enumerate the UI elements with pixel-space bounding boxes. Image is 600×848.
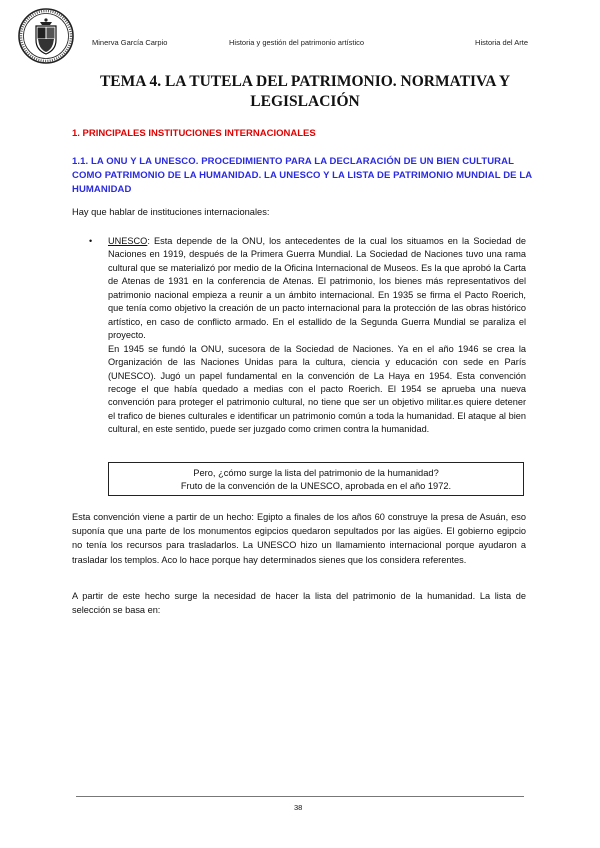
header-author: Minerva García Carpio [92,38,168,47]
bullet-para1-text: : Esta depende de la ONU, los antecedentes de la cual los situamos en la Sociedad de Naciones en 1919, después de la Primera Guerra Mundial. La Sociedad de Naciones tuvo una rama cultural que se materializó por medio de la Oficina Internacional de Museos. Es la que aprobó la Carta de Atenas de 1931 en la conferencia de Atenas. El patrimonio, los bienes más representativos del patrimonio nacional empieza a reunir a un ámbito internacional. En 1935 se firma el Pacto Roerich, que tenía como objetivo la creación de un pacto internacional para la protección de las obras histórico artístico, en caso de conflicto armado. En el estallido de la Segunda Guerra Mundial se paraliza el proyecto. [108,236,526,341]
callout-line-1: Pero, ¿cómo surge la lista del patrimonio de la humanidad? [193,468,439,478]
bullet-item-unesco [108,235,526,437]
page-number: 38 [294,803,303,812]
footer-divider [76,796,524,797]
section-heading: 1. PRINCIPALES INSTITUCIONES INTERNACIONALES [72,128,316,139]
bullet-keyword: UNESCO [108,236,148,246]
title-prefix: TEMA 4. [99,73,165,90]
callout-box [108,462,524,496]
bullet-marker: • [89,236,93,246]
page-title [60,72,550,112]
body-paragraph-1: Esta convención viene a partir de un hecho: Egipto a finales de los años 60 construye la presa de Asuán, eso suponía que una parte de los monumentos egipcios quedaron sepultados por las aigües. El gobierno egipcio no tenía los recursos para trasladarlos. La UNESCO hizo un llamamiento internacional porque ayudaron a trasladar los templos. Aco lo hace porque hay determinados sienes que los considera referentes. [72,512,526,565]
body-paragraph-2: A partir de este hecho surge la necesidad de hacer la lista del patrimonio de la humanidad. La lista de selección se basa en: [72,591,526,616]
bullet-paragraph-2: En 1945 se fundó la ONU, sucesora de la Sociedad de Naciones. Ya en el año 1946 se crea la Organización de las Naciones Unidas para la cultura, ciencia y educación con sede en París (UNESCO). Jugó un papel fundamental en la convención de La Haya en 1954. Esta convención recoge el que había quedado a medias con el pacto Roerich. El 1954 se aprueba una nueva convención para proteger el patrimonio cultural, no tiene que ser un objetivo militar.es quiere detener el trafico de bienes culturales e identificar un patrimonio común a toda la humanidad. El ataque al bien cultural, en este sentido, puede ser juzgado como crimen contra la humanidad. [108,343,526,435]
callout-line-2: Fruto de la convención de la UNESCO, aprobada en el año 1972. [180,480,452,491]
bullet-paragraph-1 [108,235,526,343]
header-course: Historia del Arte [475,38,528,47]
university-seal-logo [18,8,74,64]
title-main: LA TUTELA DEL PATRIMONIO. NORMATIVA Y LEGISLACIÓN [164,73,511,110]
header-subject: Historia y gestión del patrimonio artístico [229,38,365,47]
subsection-heading: 1.1. LA ONU Y LA UNESCO. PROCEDIMIENTO PARA LA DECLARACIÓN DE UN BIEN CULTURAL COMO PATRIMONIO DE LA HUMANIDAD. LA UNESCO Y LA LISTA DE PATRIMONIO MUNDIAL DE LA HUMANIDAD [72,156,532,195]
intro-text: Hay que hablar de instituciones internacionales: [72,207,270,217]
